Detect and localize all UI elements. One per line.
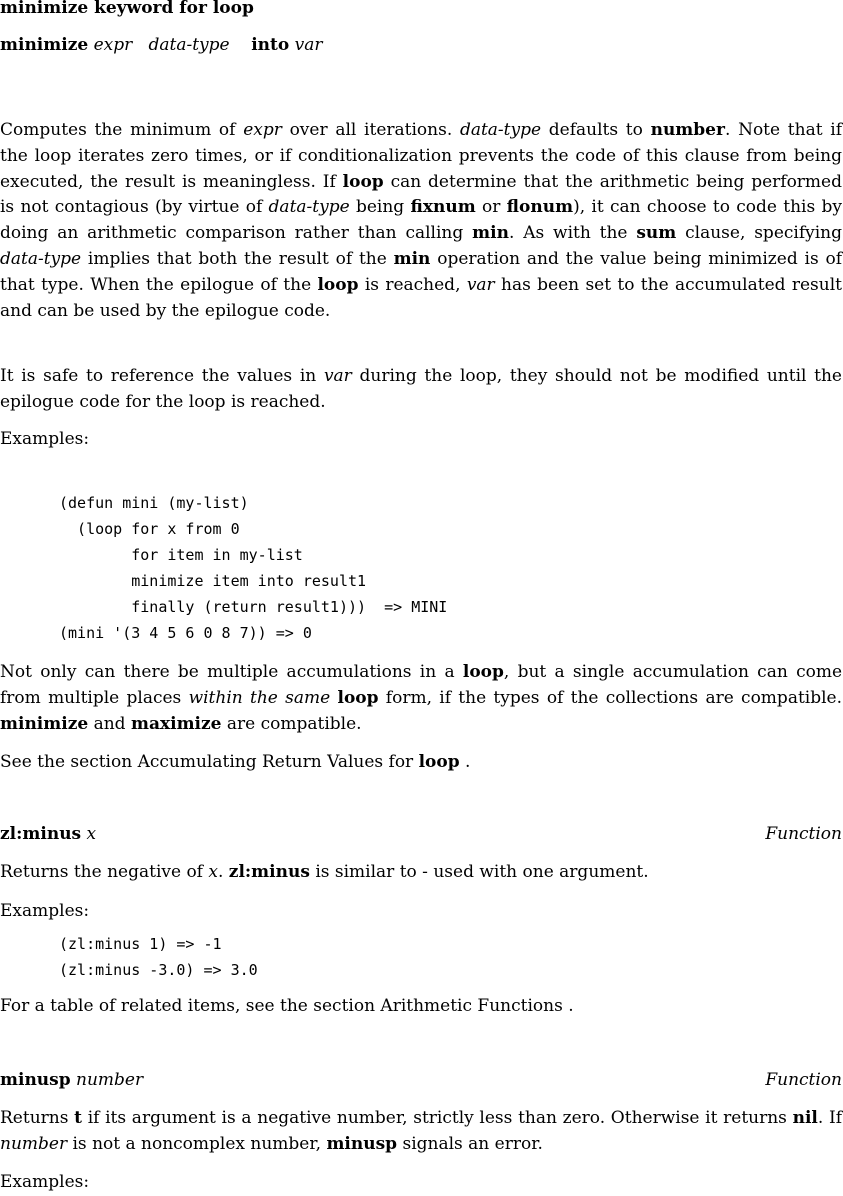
see-also: See the section Accumulating Return Values for loop . — [0, 752, 471, 772]
minusp-description: Returns t if its argument is a negative number, strictly less than zero. Otherwise it returns nil. If number is not a noncomplex number, minusp signals an error. — [0, 1108, 842, 1154]
entry-header-zl-minus — [0, 822, 842, 848]
entry-header-minusp — [0, 1068, 842, 1094]
function-name: minusp — [0, 1070, 71, 1090]
syntax-keyword: minimize — [0, 35, 89, 55]
syntax-arg-var: var — [294, 35, 323, 55]
see-also: For a table of related items, see the section Arithmetic Functions . — [0, 996, 574, 1016]
description-paragraph-1: Computes the minimum of expr over all iterations. data-type defaults to number. Note that if the loop iterates zero times, or if conditionalization prevents the code of this clause from being executed, the result is meaningless. If loop can determine that the arithmetic being performed is not contagious (by virtue of data-type being fixnum or flonum), it can choose to code this by doing an arithmetic comparison rather than calling min. As with the sum clause, specifying data-type implies that both the result of the min operation and the value being minimized is of that type. When the epilogue of the loop is reached, var has been set to the accumulated result and can be used by the epilogue code. — [0, 120, 843, 321]
examples-label: Examples: — [0, 1172, 90, 1192]
entry-kind: Function — [765, 824, 842, 844]
description-paragraph-2: It is safe to reference the values in var during the loop, they should not be modified until the epilogue code for the loop is reached. — [0, 366, 842, 412]
code-example: (defun mini (my-list) (loop for x from 0 for item in my-list minimize item into result1 finally (return result1))) => MINI (mini '(3 4 5 6 0 8 7)) => 0 — [59, 494, 448, 642]
entry-kind: Function — [765, 1070, 842, 1090]
syntax-line — [0, 33, 323, 59]
zl-minus-description: Returns the negative of x. zl:minus is similar to - used with one argument. — [0, 862, 649, 882]
function-arg: number — [76, 1070, 144, 1090]
function-arg: x — [86, 824, 97, 844]
entry-title: minimize keyword for loop — [0, 0, 254, 18]
function-name: zl:minus — [0, 824, 82, 844]
syntax-into: into — [251, 35, 290, 55]
examples-label: Examples: — [0, 429, 90, 449]
examples-label: Examples: — [0, 901, 90, 921]
code-example: (zl:minus 1) => -1 (zl:minus -3.0) => 3.0 — [59, 935, 258, 979]
syntax-arg-expr: expr — [93, 35, 133, 55]
syntax-arg-data-type: data-type — [148, 35, 230, 55]
description-paragraph-3: Not only can there be multiple accumulations in a loop, but a single accumulation can come from multiple places within the same loop form, if the types of the collections are compatible. minimize and maximize are compatible. — [0, 662, 843, 734]
